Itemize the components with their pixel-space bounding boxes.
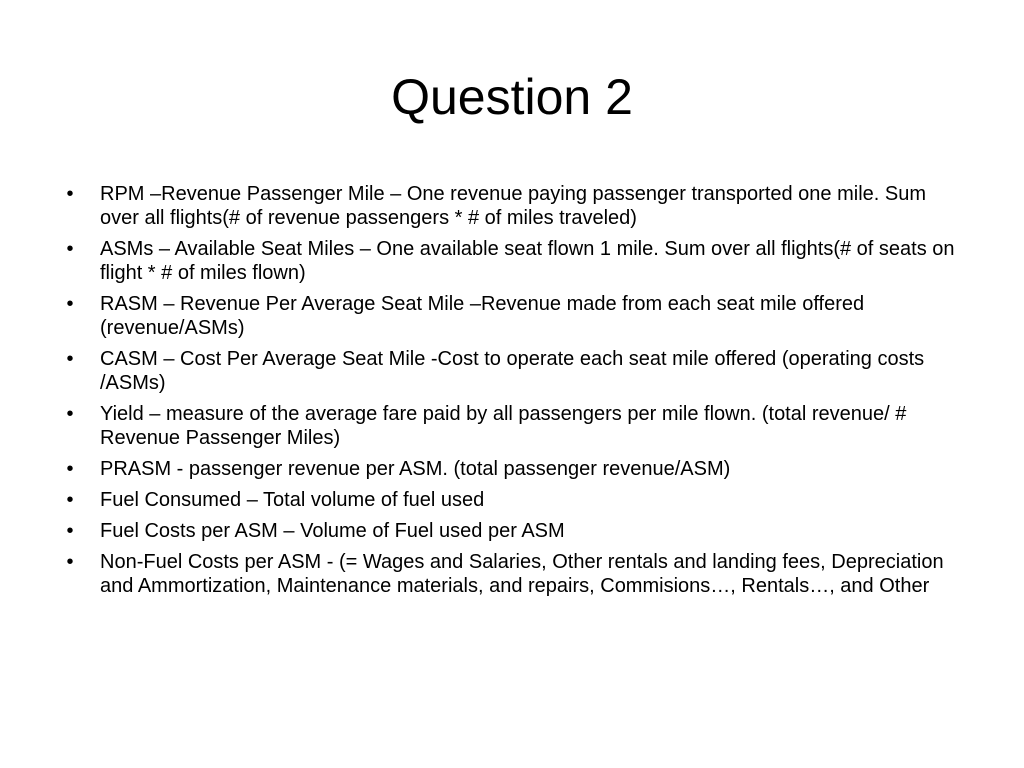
bullet-text: ASMs – Available Seat Miles – One available seat flown 1 mile. Sum over all flights(# of seats on flight * # of miles flown)	[100, 238, 955, 284]
list-item	[66, 347, 960, 395]
list-item	[66, 488, 960, 512]
bullet-icon: •	[66, 520, 74, 542]
list-item	[66, 237, 960, 285]
bullet-icon: •	[66, 403, 74, 425]
bullet-text: PRASM - passenger revenue per ASM. (total passenger revenue/ASM)	[100, 458, 731, 480]
bullet-text: CASM – Cost Per Average Seat Mile -Cost to operate each seat mile offered (operating costs /ASMs)	[100, 348, 925, 394]
list-item	[66, 402, 960, 450]
bullet-list	[66, 182, 960, 605]
list-item	[66, 457, 960, 481]
bullet-icon: •	[66, 183, 74, 205]
bullet-icon: •	[66, 293, 74, 315]
slide-title: Question 2	[391, 69, 633, 125]
bullet-text: RASM – Revenue Per Average Seat Mile –Revenue made from each seat mile offered (revenue/ASMs)	[100, 293, 865, 339]
list-item	[66, 292, 960, 340]
bullet-icon: •	[66, 238, 74, 260]
bullet-icon: •	[66, 551, 74, 573]
bullet-text: Yield – measure of the average fare paid by all passengers per mile flown. (total revenue/ # Revenue Passenger Miles)	[100, 403, 907, 449]
bullet-text: Fuel Consumed – Total volume of fuel used	[100, 489, 485, 511]
list-item	[66, 182, 960, 230]
bullet-text: Fuel Costs per ASM – Volume of Fuel used per ASM	[100, 520, 565, 542]
list-item	[66, 519, 960, 543]
bullet-text: Non-Fuel Costs per ASM - (= Wages and Salaries, Other rentals and landing fees, Depreciation and Ammortization, Maintenance materials, and repairs, Commisions…, Rentals…, and Other	[100, 551, 944, 597]
bullet-text: RPM –Revenue Passenger Mile – One revenue paying passenger transported one mile. Sum over all flights(# of revenue passengers * # of miles traveled)	[100, 183, 927, 229]
bullet-icon: •	[66, 458, 74, 480]
bullet-icon: •	[66, 348, 74, 370]
list-item	[66, 550, 960, 598]
bullet-icon: •	[66, 489, 74, 511]
